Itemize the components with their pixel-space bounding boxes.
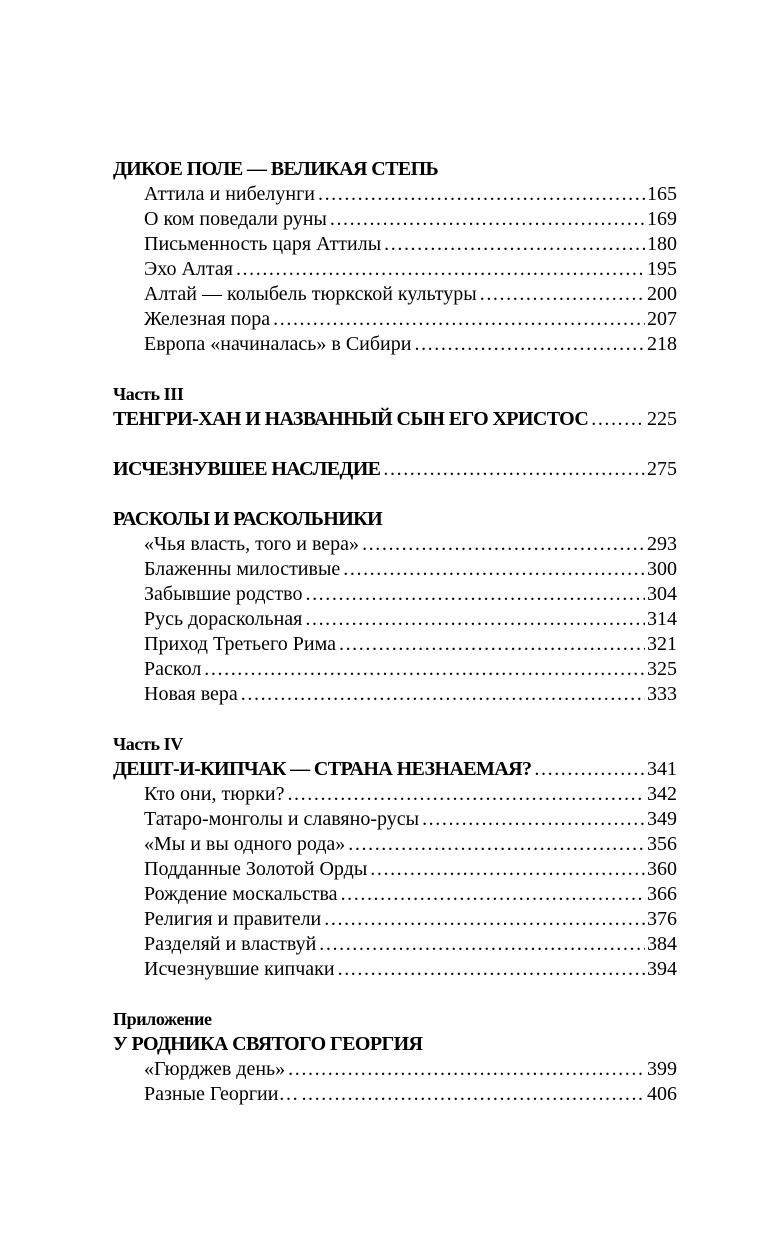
toc-entry-heading[interactable] <box>113 407 677 432</box>
entry-title: Новая вера <box>144 683 238 705</box>
entry-title: Раскол <box>144 658 202 680</box>
section-heading <box>113 157 677 182</box>
dot-leader <box>480 282 645 307</box>
section-heading <box>113 1032 677 1057</box>
page-number: 376 <box>647 908 677 930</box>
dot-leader <box>341 882 645 907</box>
toc-entry[interactable] <box>113 907 677 932</box>
dot-leader <box>305 582 645 607</box>
page-number: 207 <box>647 308 677 330</box>
dot-leader <box>422 807 645 832</box>
page-number: 384 <box>647 933 677 955</box>
dot-leader <box>384 232 645 257</box>
page-number: 300 <box>647 558 677 580</box>
spacer <box>113 357 677 382</box>
dot-leader <box>319 932 645 957</box>
toc-entry[interactable] <box>113 607 677 632</box>
page-number: 360 <box>647 858 677 880</box>
dot-leader <box>338 957 645 982</box>
toc-entry[interactable] <box>113 1082 677 1107</box>
entry-title: Разные Георгии… <box>144 1083 299 1105</box>
section-title: ДЕШТ-И-КИПЧАК — СТРАНА НЕЗНАЕМАЯ? <box>113 758 532 780</box>
entry-title: «Мы и вы одного рода» <box>144 833 346 855</box>
dot-leader <box>305 607 645 632</box>
entry-title: Железная пора <box>144 308 271 330</box>
section-title: РАСКОЛЫ И РАСКОЛЬНИКИ <box>113 508 383 530</box>
toc-entry[interactable] <box>113 857 677 882</box>
entry-title: Аттила и нибелунги <box>144 183 315 205</box>
dot-leader <box>370 857 645 882</box>
dot-leader <box>362 532 645 557</box>
page-number: 356 <box>647 833 677 855</box>
spacer <box>113 482 677 507</box>
part-label <box>113 732 677 757</box>
spacer <box>113 982 677 1007</box>
dot-leader <box>318 182 645 207</box>
page-number: 325 <box>647 658 677 680</box>
entry-title: Русь дораскольная <box>144 608 303 630</box>
entry-title: Письменность царя Аттилы <box>144 233 382 255</box>
toc-entry[interactable] <box>113 882 677 907</box>
section-title: ДИКОЕ ПОЛЕ — ВЕЛИКАЯ СТЕПЬ <box>113 158 439 180</box>
page-number: 342 <box>647 783 677 805</box>
entry-title: «Гюрджев день» <box>144 1058 286 1080</box>
entry-title: Приход Третьего Рима <box>144 633 336 655</box>
dot-leader <box>273 307 645 332</box>
dot-leader <box>287 782 645 807</box>
entry-title: О ком поведали руны <box>144 208 327 230</box>
dot-leader <box>204 657 645 682</box>
toc-entry[interactable] <box>113 257 677 282</box>
toc-entry[interactable] <box>113 557 677 582</box>
page-number: 275 <box>647 458 677 480</box>
entry-title: Подданные Золотой Орды <box>144 858 368 880</box>
page-number: 225 <box>647 408 677 430</box>
page-number: 406 <box>647 1083 677 1105</box>
entry-title: Рождение москальства <box>144 883 338 905</box>
dot-leader <box>343 557 645 582</box>
toc-entry[interactable] <box>113 807 677 832</box>
page-number: 169 <box>647 208 677 230</box>
page-number: 341 <box>647 758 677 780</box>
dot-leader <box>288 1057 645 1082</box>
dot-leader <box>348 832 645 857</box>
section-title: ТЕНГРИ-ХАН И НАЗВАННЫЙ СЫН ЕГО ХРИСТОС <box>113 408 589 430</box>
section-title: У РОДНИКА СВЯТОГО ГЕОРГИЯ <box>113 1033 423 1055</box>
part-label-text: Часть IV <box>113 734 183 754</box>
page-number: 304 <box>647 583 677 605</box>
page-number: 314 <box>647 608 677 630</box>
page-number: 165 <box>647 183 677 205</box>
page-number: 218 <box>647 333 677 355</box>
entry-title: Эхо Алтая <box>144 258 233 280</box>
dot-leader <box>236 257 645 282</box>
toc-entry[interactable] <box>113 682 677 707</box>
toc-entry[interactable] <box>113 1057 677 1082</box>
table-of-contents <box>113 157 677 1107</box>
page-number: 349 <box>647 808 677 830</box>
entry-title: Забывшие родство <box>144 583 303 605</box>
toc-entry[interactable] <box>113 582 677 607</box>
entry-title: Исчезнувшие кипчаки <box>144 958 335 980</box>
section-heading <box>113 507 677 532</box>
dot-leader <box>339 632 645 657</box>
page-number: 399 <box>647 1058 677 1080</box>
page-number: 200 <box>647 283 677 305</box>
dot-leader <box>324 907 645 932</box>
page-number: 195 <box>647 258 677 280</box>
spacer <box>113 432 677 457</box>
dot-leader <box>591 407 645 432</box>
dot-leader <box>301 1082 645 1107</box>
spacer <box>113 707 677 732</box>
entry-title: «Чья власть, того и вера» <box>144 533 360 555</box>
page-number: 293 <box>647 533 677 555</box>
dot-leader <box>383 457 645 482</box>
page-number: 366 <box>647 883 677 905</box>
page-number: 321 <box>647 633 677 655</box>
page-number: 394 <box>647 958 677 980</box>
entry-title: Татаро-монголы и славяно-русы <box>144 808 420 830</box>
entry-title: Европа «начиналась» в Сибири <box>144 333 412 355</box>
toc-entry-heading[interactable] <box>113 457 677 482</box>
page-number: 333 <box>647 683 677 705</box>
toc-entry[interactable] <box>113 832 677 857</box>
page-number: 180 <box>647 233 677 255</box>
toc-entry[interactable] <box>113 182 677 207</box>
toc-entry[interactable] <box>113 532 677 557</box>
part-label <box>113 1007 677 1032</box>
toc-entry[interactable] <box>113 657 677 682</box>
dot-leader <box>414 332 645 357</box>
toc-entry[interactable] <box>113 232 677 257</box>
toc-entry-heading[interactable] <box>113 757 677 782</box>
toc-entry[interactable] <box>113 932 677 957</box>
entry-title: Блаженны милостивые <box>144 558 341 580</box>
part-label-text: Часть III <box>113 384 184 404</box>
section-title: ИСЧЕЗНУВШЕЕ НАСЛЕДИЕ <box>113 458 381 480</box>
toc-entry[interactable] <box>113 632 677 657</box>
toc-entry[interactable] <box>113 332 677 357</box>
part-label <box>113 382 677 407</box>
toc-entry[interactable] <box>113 782 677 807</box>
toc-entry[interactable] <box>113 282 677 307</box>
part-label-text: Приложение <box>113 1009 212 1029</box>
toc-entry[interactable] <box>113 307 677 332</box>
toc-entry[interactable] <box>113 957 677 982</box>
entry-title: Алтай — колыбель тюркской культуры <box>144 283 477 305</box>
dot-leader <box>330 207 645 232</box>
dot-leader <box>241 682 645 707</box>
entry-title: Кто они, тюрки? <box>144 783 285 805</box>
toc-entry[interactable] <box>113 207 677 232</box>
entry-title: Разделяй и властвуй <box>144 933 317 955</box>
dot-leader <box>534 757 645 782</box>
entry-title: Религия и правители <box>144 908 322 930</box>
